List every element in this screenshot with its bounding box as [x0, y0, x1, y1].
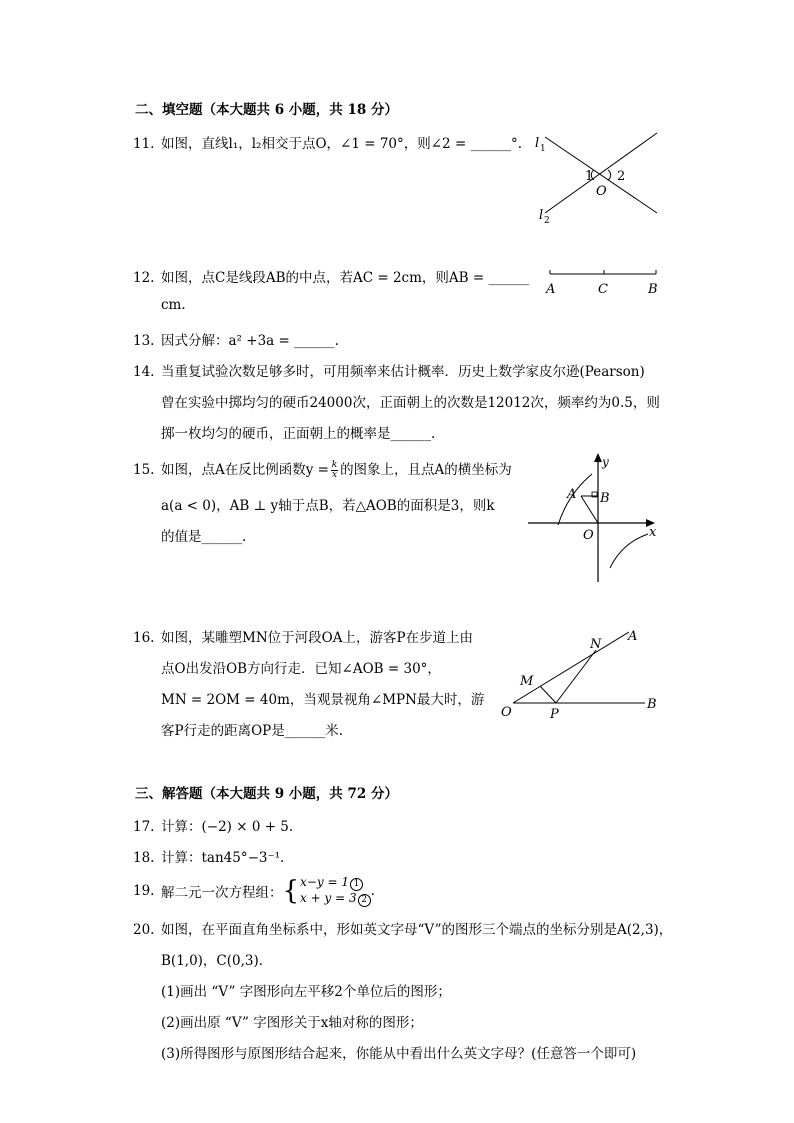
question-15-line-3: 的值是______. — [161, 529, 247, 545]
circled-number-1: 1 — [350, 878, 363, 891]
label-angle-1: 1 — [585, 169, 594, 184]
label-a: A — [567, 487, 577, 502]
question-14-line-1 — [133, 360, 645, 380]
q12-figure-segment — [540, 262, 665, 298]
question-17 — [133, 815, 293, 835]
brace: { — [282, 876, 300, 906]
label-x: x — [649, 525, 657, 540]
label-o: O — [596, 184, 607, 199]
question-text: 计算：tan45°−3⁻¹. — [161, 850, 285, 866]
question-11 — [133, 132, 522, 152]
question-number: 12. — [133, 270, 155, 286]
label-p: P — [550, 707, 559, 722]
question-16-line-1 — [133, 626, 473, 646]
section-3-title: 三、解答题（本大题共 9 小题，共 72 分） — [135, 786, 398, 802]
equation-1 — [300, 875, 371, 891]
circled-number-2: 2 — [358, 894, 371, 907]
label-m: M — [520, 674, 534, 689]
question-13 — [133, 329, 339, 349]
question-19-period: . — [370, 883, 375, 899]
question-16-line-3: MN = 2OM = 40m，当观景视角∠MPN最大时，游 — [161, 692, 485, 708]
label-o: O — [583, 528, 594, 543]
label-b: B — [648, 282, 658, 297]
question-20-sub-1: (1)画出 “V” 字图形向左平移2个单位后的图形； — [161, 984, 451, 1000]
question-20-line-1 — [133, 918, 672, 938]
question-number: 15. — [133, 462, 155, 478]
label-l2: l — [539, 208, 544, 223]
q15-figure-hyperbola — [520, 450, 665, 585]
question-20-sub-3: (3)所得图形与原图形结合起来，你能从中看出什么英文字母？(任意答一个即可) — [161, 1046, 637, 1062]
question-14-line-3: 掷一枚均匀的硬币，正面朝上的概率是______. — [161, 426, 436, 442]
question-text: 如图，直线l₁，l₂相交于点O，∠1 = 70°，则∠2 = ______°. — [161, 136, 523, 152]
label-n: N — [590, 637, 602, 652]
label-c: C — [598, 282, 608, 297]
label-angle-2: 2 — [617, 169, 626, 184]
question-20-line-2: B(1,0)，C(0,3)． — [161, 953, 273, 969]
question-text: 解二元一次方程组： — [161, 885, 283, 901]
label-b: B — [647, 697, 657, 712]
question-text: 当重复试验次数足够多时，可用频率来估计概率．历史上数学家皮尔逊(Pearson) — [161, 364, 645, 380]
label-o: O — [501, 705, 512, 720]
equation-1-text: x−y = 1 — [300, 875, 349, 889]
question-15-line-2: a(a < 0)，AB ⊥ y轴于点B，若△AOB的面积是3，则k — [161, 498, 495, 514]
question-number: 16. — [133, 630, 155, 646]
question-number: 13. — [133, 333, 155, 349]
label-b: B — [600, 491, 610, 506]
question-text: 因式分解：a² +3a = ______. — [161, 333, 339, 349]
label-a: A — [628, 629, 638, 644]
question-text: 如图，点A在反比例函数y = — [161, 462, 329, 478]
question-12-line-2: cm. — [161, 297, 186, 313]
question-text: 如图，点C是线段AB的中点，若AC = 2cm，则AB = ______ — [161, 270, 529, 286]
question-19 — [133, 874, 375, 908]
question-14-line-2: 曾在实验中掷均匀的硬币24000次，正面朝上的次数是12012次，频率约为0.5，则 — [161, 395, 660, 411]
question-number: 14. — [133, 364, 155, 380]
question-number: 17. — [133, 819, 155, 835]
question-number: 11. — [133, 136, 155, 152]
question-text: 如图，在平面直角坐标系中，形如英文字母“V”的图形三个端点的坐标分别是A(2,3)， — [161, 922, 673, 938]
question-16-line-4: 客P行走的距离OP是______米. — [161, 723, 344, 739]
question-18 — [133, 846, 284, 866]
label-l2-sub: 2 — [544, 216, 550, 226]
equation-2 — [300, 891, 371, 907]
label-y: y — [602, 455, 609, 469]
question-16-line-2: 点O出发沿OB方向行走．已知∠AOB = 30°， — [161, 661, 441, 677]
q16-figure-angle — [495, 625, 665, 725]
question-20-sub-2: (2)画出原 “V” 字图形关于x轴对称的图形； — [161, 1015, 423, 1031]
question-text: 计算：(−2) × 0 + 5. — [161, 819, 294, 835]
label-a: A — [546, 282, 556, 297]
label-l1-sub: 1 — [540, 144, 546, 154]
equation-2-text: x + y = 3 — [300, 891, 357, 905]
question-number: 18. — [133, 850, 155, 866]
label-l1: l — [535, 136, 540, 151]
question-number: 20. — [133, 922, 155, 938]
section-2-title: 二、填空题（本大题共 6 小题，共 18 分） — [135, 102, 398, 118]
question-15-line-1 — [133, 458, 512, 480]
question-text: 如图，某雕塑MN位于河段OA上，游客P在步道上由 — [161, 630, 474, 646]
question-text: 的图象上，且点A的横坐标为 — [340, 462, 512, 478]
question-number: 19. — [133, 883, 155, 899]
fraction-k-over-x — [331, 461, 338, 480]
fraction-numerator: k — [331, 460, 338, 470]
equation-system — [300, 875, 371, 907]
fraction-denominator: x — [331, 470, 338, 480]
question-12-line-1 — [133, 266, 529, 286]
q11-figure-intersecting-lines — [530, 125, 670, 230]
